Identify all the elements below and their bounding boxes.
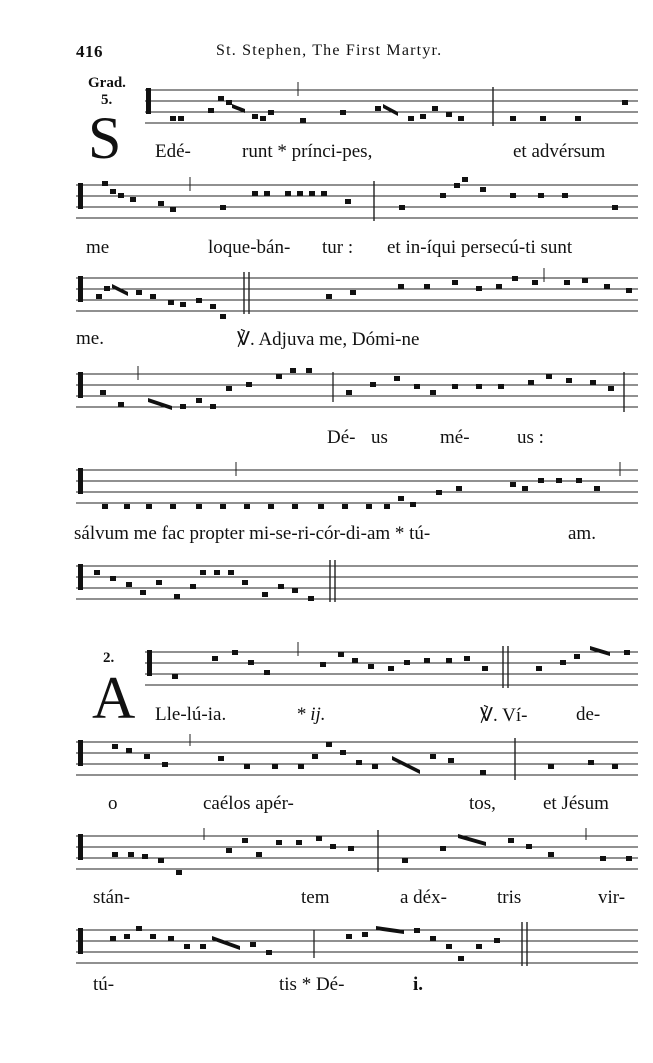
chant-staff xyxy=(0,640,653,700)
lyric-syllable: me. xyxy=(76,328,104,349)
lyric-syllable: et advérsum xyxy=(513,141,606,162)
lyric-syllable: tos, xyxy=(469,793,496,814)
chant-staff xyxy=(0,826,653,886)
lyric-syllable: de- xyxy=(576,704,601,725)
lyric-syllable: i. xyxy=(413,974,424,995)
lyric-syllable: ℣. Ví- xyxy=(480,705,528,726)
chant-staff xyxy=(0,556,653,616)
lyric-syllable: * ij. xyxy=(296,704,326,725)
chant-staff xyxy=(0,175,653,235)
lyric-syllable: et in-íqui persecú-ti sunt xyxy=(387,237,573,258)
chant-staff xyxy=(0,458,653,518)
lyric-syllable: runt * prínci-pes, xyxy=(242,141,373,162)
chant-staff xyxy=(0,734,653,794)
lyric-syllable: loque-bán- xyxy=(208,237,291,258)
lyric-syllable: et Jésum xyxy=(543,793,609,814)
staff-system-8 xyxy=(0,734,653,819)
staff-system-3 xyxy=(0,268,653,353)
staff-system-5 xyxy=(0,458,653,543)
page-header xyxy=(76,42,646,64)
lyric-syllable: ℣. Adjuva me, Dómi-ne xyxy=(237,329,420,350)
staff-system-6 xyxy=(0,556,653,616)
chant-staff xyxy=(0,918,653,978)
staff-system-4 xyxy=(0,362,653,447)
gradual-mode: 5. xyxy=(101,92,113,108)
lyric-syllable: caélos apér- xyxy=(203,793,294,814)
lyric-syllable: o xyxy=(108,793,118,814)
lyric-syllable: tú- xyxy=(93,974,115,995)
lyric-syllable: tris xyxy=(497,887,522,908)
lyric-syllable: tis * Dé- xyxy=(279,974,345,995)
lyric-syllable: vir- xyxy=(598,887,626,908)
lyric-syllable: stán- xyxy=(93,887,130,908)
lyric-syllable: me xyxy=(86,237,110,258)
lyric-syllable: Lle-lú-ia. xyxy=(155,704,227,725)
alleluia-initial: A xyxy=(92,665,136,731)
lyric-syllable: Edé- xyxy=(155,141,191,162)
lyric-syllable: us xyxy=(371,427,388,448)
staff-system-7 xyxy=(0,640,653,725)
lyric-syllable: tem xyxy=(301,887,330,908)
alleluia-mode: 2. xyxy=(103,650,115,666)
running-title: St. Stephen, The First Martyr. xyxy=(216,42,443,59)
chant-staff xyxy=(0,362,653,422)
staff-system-9 xyxy=(0,826,653,911)
chant-staff xyxy=(0,268,653,328)
lyric-syllable: a déx- xyxy=(400,887,447,908)
lyric-syllable: am. xyxy=(568,523,596,544)
staff-system-10 xyxy=(0,918,653,1003)
chant-staff xyxy=(0,82,653,142)
lyric-syllable: us : xyxy=(517,427,544,448)
staff-system-2 xyxy=(0,175,653,260)
staff-system-1 xyxy=(0,82,653,171)
page-number: 416 xyxy=(76,42,103,61)
gradual-label: Grad. xyxy=(88,75,126,91)
lyric-syllable: Dé- xyxy=(327,427,356,448)
lyric-syllable: mé- xyxy=(440,427,470,448)
lyric-syllable: sálvum me fac propter mi-se-ri-cór-di-am * tú- xyxy=(74,523,431,544)
lyric-syllable: tur : xyxy=(322,237,354,258)
gradual-initial: S xyxy=(88,105,122,171)
